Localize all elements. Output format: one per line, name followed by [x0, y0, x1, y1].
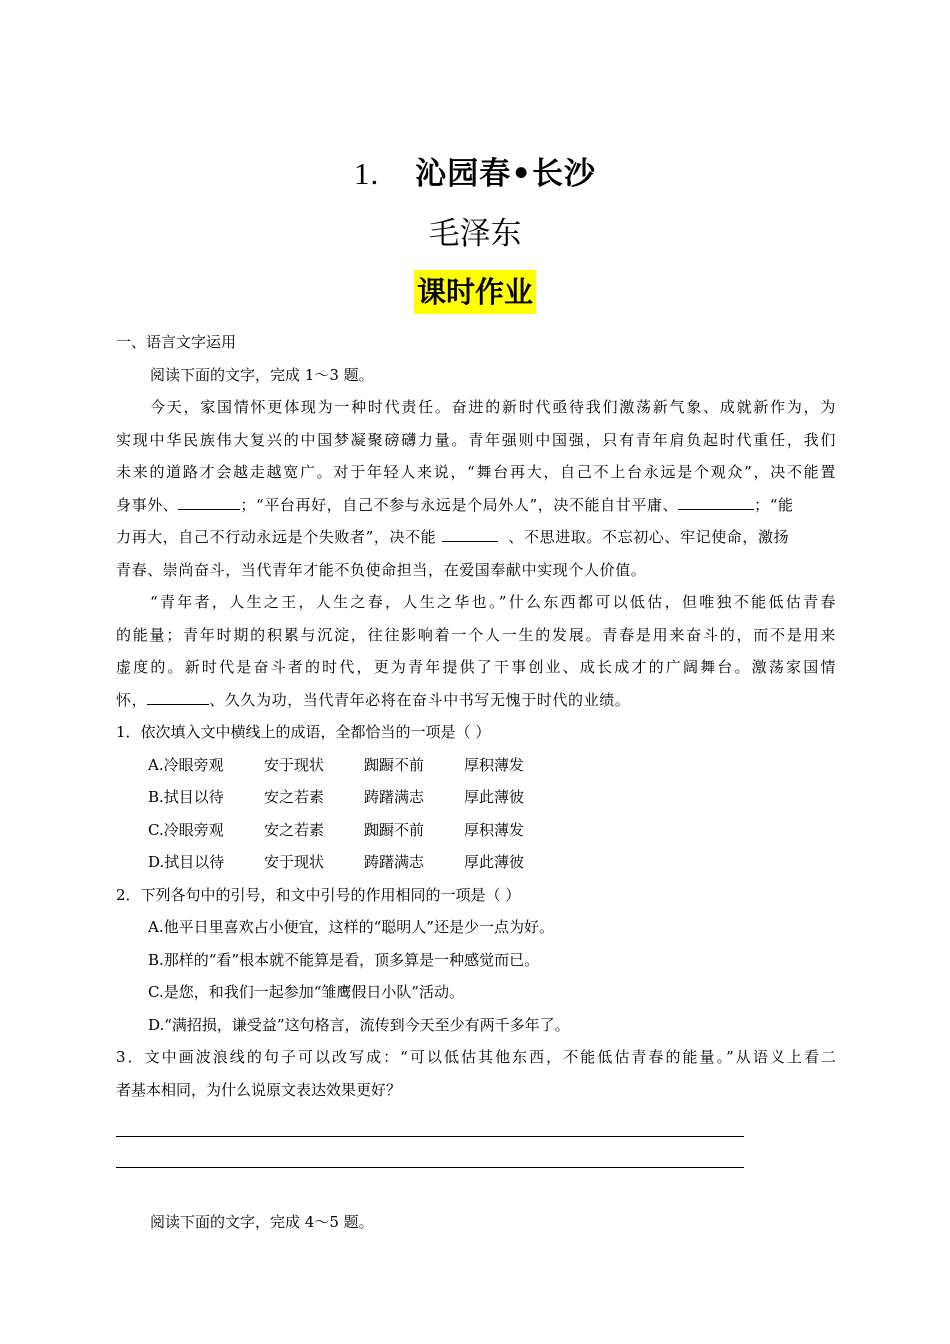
option-text: 厚积薄发 [464, 755, 525, 774]
lesson-title [0, 148, 950, 193]
option-text: 安于现状 [264, 853, 325, 871]
para1-line: 今天，家国情怀更体现为一种时代责任。奋进的新时代亟待我们激荡新气象、成就新作为，为 [150, 398, 836, 416]
para1-line: 未来的道路才会越走越宽广。对于年轻人来说，“舞台再大，自己不上台永远是个观众”，决不能置 [116, 463, 836, 481]
fill-blank-1[interactable] [178, 491, 240, 510]
question-3-stem: 3．文中画波浪线的句子可以改写成：“可以低估其他东西，不能低估青春的能量。”从语义上看二 [116, 1048, 836, 1066]
option-text: 踌躇满志 [364, 788, 425, 806]
author: 毛泽东 [428, 216, 522, 252]
homework-label: 课时作业 [414, 270, 536, 314]
option-text: 踟蹰不前 [364, 820, 425, 839]
fill-blank-2[interactable] [678, 491, 754, 510]
question-1-stem: 1．依次填入文中横线上的成语，全都恰当的一项是（ ） [116, 723, 491, 741]
question-1-option-c[interactable] [116, 814, 836, 847]
para1-line: 实现中华民族伟大复兴的中国梦凝聚磅礴力量。青年强则中国强，只有青年肩负起时代重任，我们 [116, 430, 836, 449]
question-2-option-d[interactable]: D.“满招损，谦受益”这句格言，流传到今天至少有两千多年了。 [148, 1015, 570, 1034]
lesson-number: 1. [353, 156, 380, 191]
homework-label-wrap [0, 270, 950, 314]
question-2-option-b[interactable]: B.那样的“看”根本就不能算是看，顶多算是一种感觉而已。 [148, 950, 540, 969]
para1-line [116, 521, 836, 554]
option-text: 厚此薄彼 [464, 853, 525, 871]
option-text: 踌躇满志 [364, 853, 425, 871]
para2-line [116, 684, 836, 717]
document-body [116, 326, 836, 1239]
option-text: 厚此薄彼 [464, 788, 525, 806]
option-text: A.冷眼旁观 [148, 755, 224, 774]
reading-intro-2: 阅读下面的文字，完成 4～5 题。 [150, 1213, 374, 1231]
option-text: B.拭目以待 [148, 788, 224, 806]
question-2-option-c[interactable]: C.是您，和我们一起参加“雏鹰假日小队”活动。 [148, 983, 465, 1001]
question-1-option-b[interactable] [116, 781, 836, 814]
para1-line: 青春、崇尚奋斗，当代青年才能不负使命担当，在爱国奉献中实现个人价值。 [116, 560, 647, 579]
para2-line: 虚度的。新时代是奋斗者的时代，更为青年提供了干事创业、成长成才的广阔舞台。激荡家国情 [116, 658, 836, 676]
lesson-title-text: 沁园春•长沙 [415, 156, 597, 192]
fill-blank-4[interactable] [147, 686, 209, 705]
para2-line4-b: 、久久为功，当代青年必将在奋斗中书写无愧于时代的业绩。 [209, 690, 631, 709]
option-text: D.拭目以待 [148, 853, 225, 871]
para1-line [116, 489, 836, 522]
question-3-stem-cont: 者基本相同，为什么说原文表达效果更好？ [116, 1080, 402, 1099]
option-text: 安之若素 [264, 820, 325, 839]
option-text: 踟蹰不前 [364, 755, 425, 774]
para2-line: “青年者，人生之王，人生之春，人生之华也。”什么东西都可以低估，但唯独不能低估青春 [150, 593, 836, 611]
para1-line5-a: 力再大，自己不行动永远是个失败者”，决不能 [116, 528, 437, 546]
option-text: C.冷眼旁观 [148, 820, 224, 839]
para2-line4-a: 怀， [116, 690, 148, 709]
question-1-option-d[interactable] [116, 846, 836, 879]
para1-line5-b: 、不思进取。不忘初心、牢记使命，激扬 [508, 528, 790, 546]
answer-line-2[interactable] [116, 1137, 836, 1168]
para1-line4-c: ；“能 [754, 495, 794, 514]
option-text: 安于现状 [264, 755, 325, 774]
question-1-option-a[interactable] [116, 749, 836, 782]
answer-line-1[interactable] [116, 1106, 836, 1137]
option-text: 厚积薄发 [464, 820, 525, 839]
para1-line4-a: 身事外、 [116, 495, 179, 514]
option-text: 安之若素 [264, 788, 325, 806]
question-2-stem: 2．下列各句中的引号，和文中引号的作用相同的一项是（ ） [116, 885, 521, 904]
fill-blank-3[interactable] [442, 523, 498, 542]
para2-line: 的能量；青年时期的积累与沉淀，往往影响着一个人一生的发展。青春是用来奋斗的，而不是用来 [116, 625, 836, 644]
section-heading: 一、语言文字运用 [116, 333, 237, 351]
question-2-option-a[interactable]: A.他平日里喜欢占小便宜，这样的“聪明人”还是少一点为好。 [148, 918, 554, 936]
para1-line4-b: ；“平台再好，自己不参与永远是个局外人”，决不能自甘平庸、 [240, 495, 679, 514]
reading-intro: 阅读下面的文字，完成 1～3 题。 [150, 365, 374, 384]
